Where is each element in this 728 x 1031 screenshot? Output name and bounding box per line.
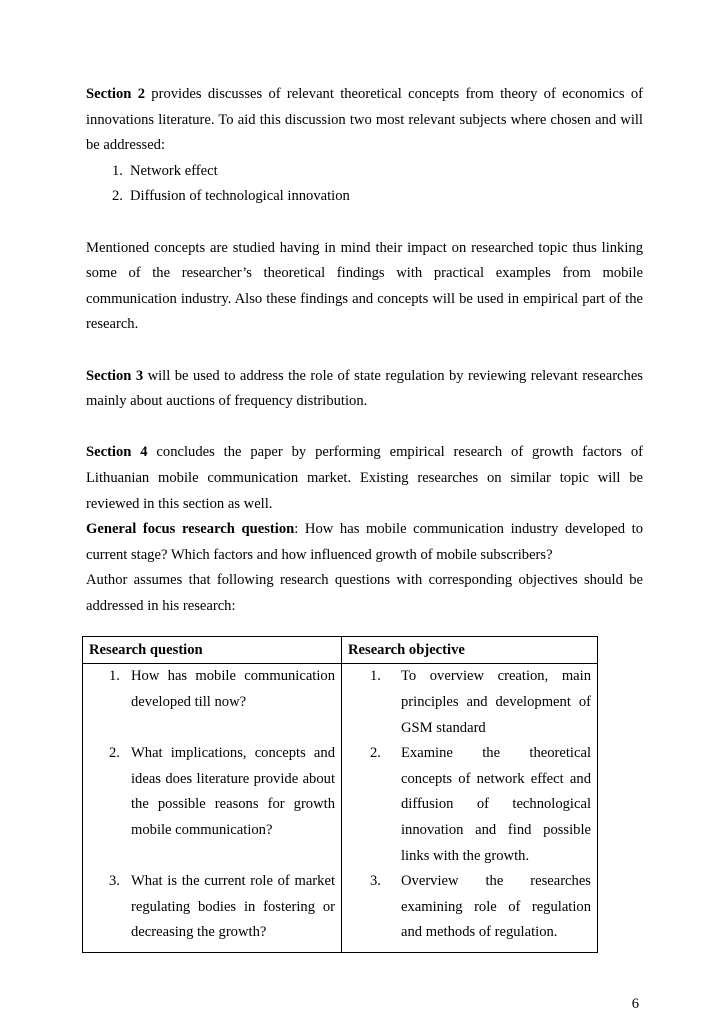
list-item: [86, 184, 643, 210]
header-research-question: Research question: [83, 637, 342, 664]
objectives-cell: [342, 664, 598, 953]
questions-cell: [83, 664, 342, 953]
list-number: 1.: [112, 162, 123, 179]
section-4-label: Section 4: [86, 444, 148, 461]
objective-number: 3.: [370, 873, 381, 890]
spacer: [86, 415, 643, 441]
spacer: [89, 716, 335, 742]
objective-text: Examine the theoretical concepts of network effect and diffusion of technological innovation and find possible links with the growth.: [401, 745, 591, 864]
paragraph-assumption: Author assumes that following research questions with corresponding objectives should be addressed in his research:: [86, 572, 643, 614]
page-number: 6: [631, 996, 639, 1012]
objective-item: [348, 741, 591, 869]
objective-text: To overview creation, main principles and development of GSM standard: [401, 668, 591, 736]
objective-text: Overview the researches examining role of regulation and methods of regulation.: [401, 873, 591, 941]
header-research-objective: Research objective: [342, 637, 598, 664]
paragraph-concepts: Mentioned concepts are studied having in mind their impact on researched topic thus linking some of the researcher’s theoretical findings with practical examples from mobile communication industry. Also these findings and concepts will be used in empirical part of the research.: [86, 239, 643, 333]
question-text: What implications, concepts and ideas does literature provide about the possible reasons for growth mobile communication?: [131, 745, 335, 839]
section-3-label: Section 3: [86, 367, 144, 384]
question-number: 1.: [109, 668, 120, 685]
spacer: [89, 844, 335, 870]
paragraph-research-question: [86, 517, 643, 568]
spacer: [86, 210, 643, 236]
question-number: 3.: [109, 873, 120, 890]
objective-item: [348, 869, 591, 946]
spacer: [86, 338, 643, 364]
research-table: [82, 636, 598, 953]
objective-number: 2.: [370, 745, 381, 762]
question-text: How has mobile communication developed till now?: [131, 668, 335, 711]
table-row: [83, 664, 598, 953]
table-header-row: [83, 637, 598, 664]
objective-item: [348, 664, 591, 741]
question-item: [89, 664, 335, 715]
research-question-text: : How has mobile communication industry developed to current stage? Which factors and how influenced growth of mobile subscribers?: [86, 521, 644, 563]
objective-number: 1.: [370, 668, 381, 685]
list-item: [86, 159, 643, 185]
paragraph-section-2: [86, 82, 643, 159]
section-2-text: provides discusses of relevant theoretical concepts from theory of economics of innovations literature. To aid this discussion two most relevant subjects where chosen and will be addressed:: [86, 86, 643, 154]
question-item: [89, 741, 335, 843]
paragraph-section-3: [86, 364, 643, 415]
paragraph-section-4: [86, 440, 643, 517]
section-2-label: Section 2: [86, 86, 145, 102]
question-item: [89, 869, 335, 946]
list-item-text: Diffusion of technological innovation: [130, 188, 350, 205]
section-4-text: concludes the paper by performing empirical research of growth factors of Lithuanian mobile communication market. Existing researches on similar topic will be reviewed in this section as well.: [86, 444, 643, 512]
list-item-text: Network effect: [130, 162, 218, 179]
concept-list: [86, 159, 643, 210]
list-number: 2.: [112, 188, 123, 205]
research-question-label: General focus research question: [86, 521, 295, 538]
question-number: 2.: [109, 745, 120, 762]
section-3-text: will be used to address the role of state regulation by reviewing relevant researches mainly about auctions of frequency distribution.: [86, 367, 643, 410]
document-body: [86, 82, 643, 953]
question-text: What is the current role of market regulating bodies in fostering or decreasing the growth?: [131, 873, 335, 941]
